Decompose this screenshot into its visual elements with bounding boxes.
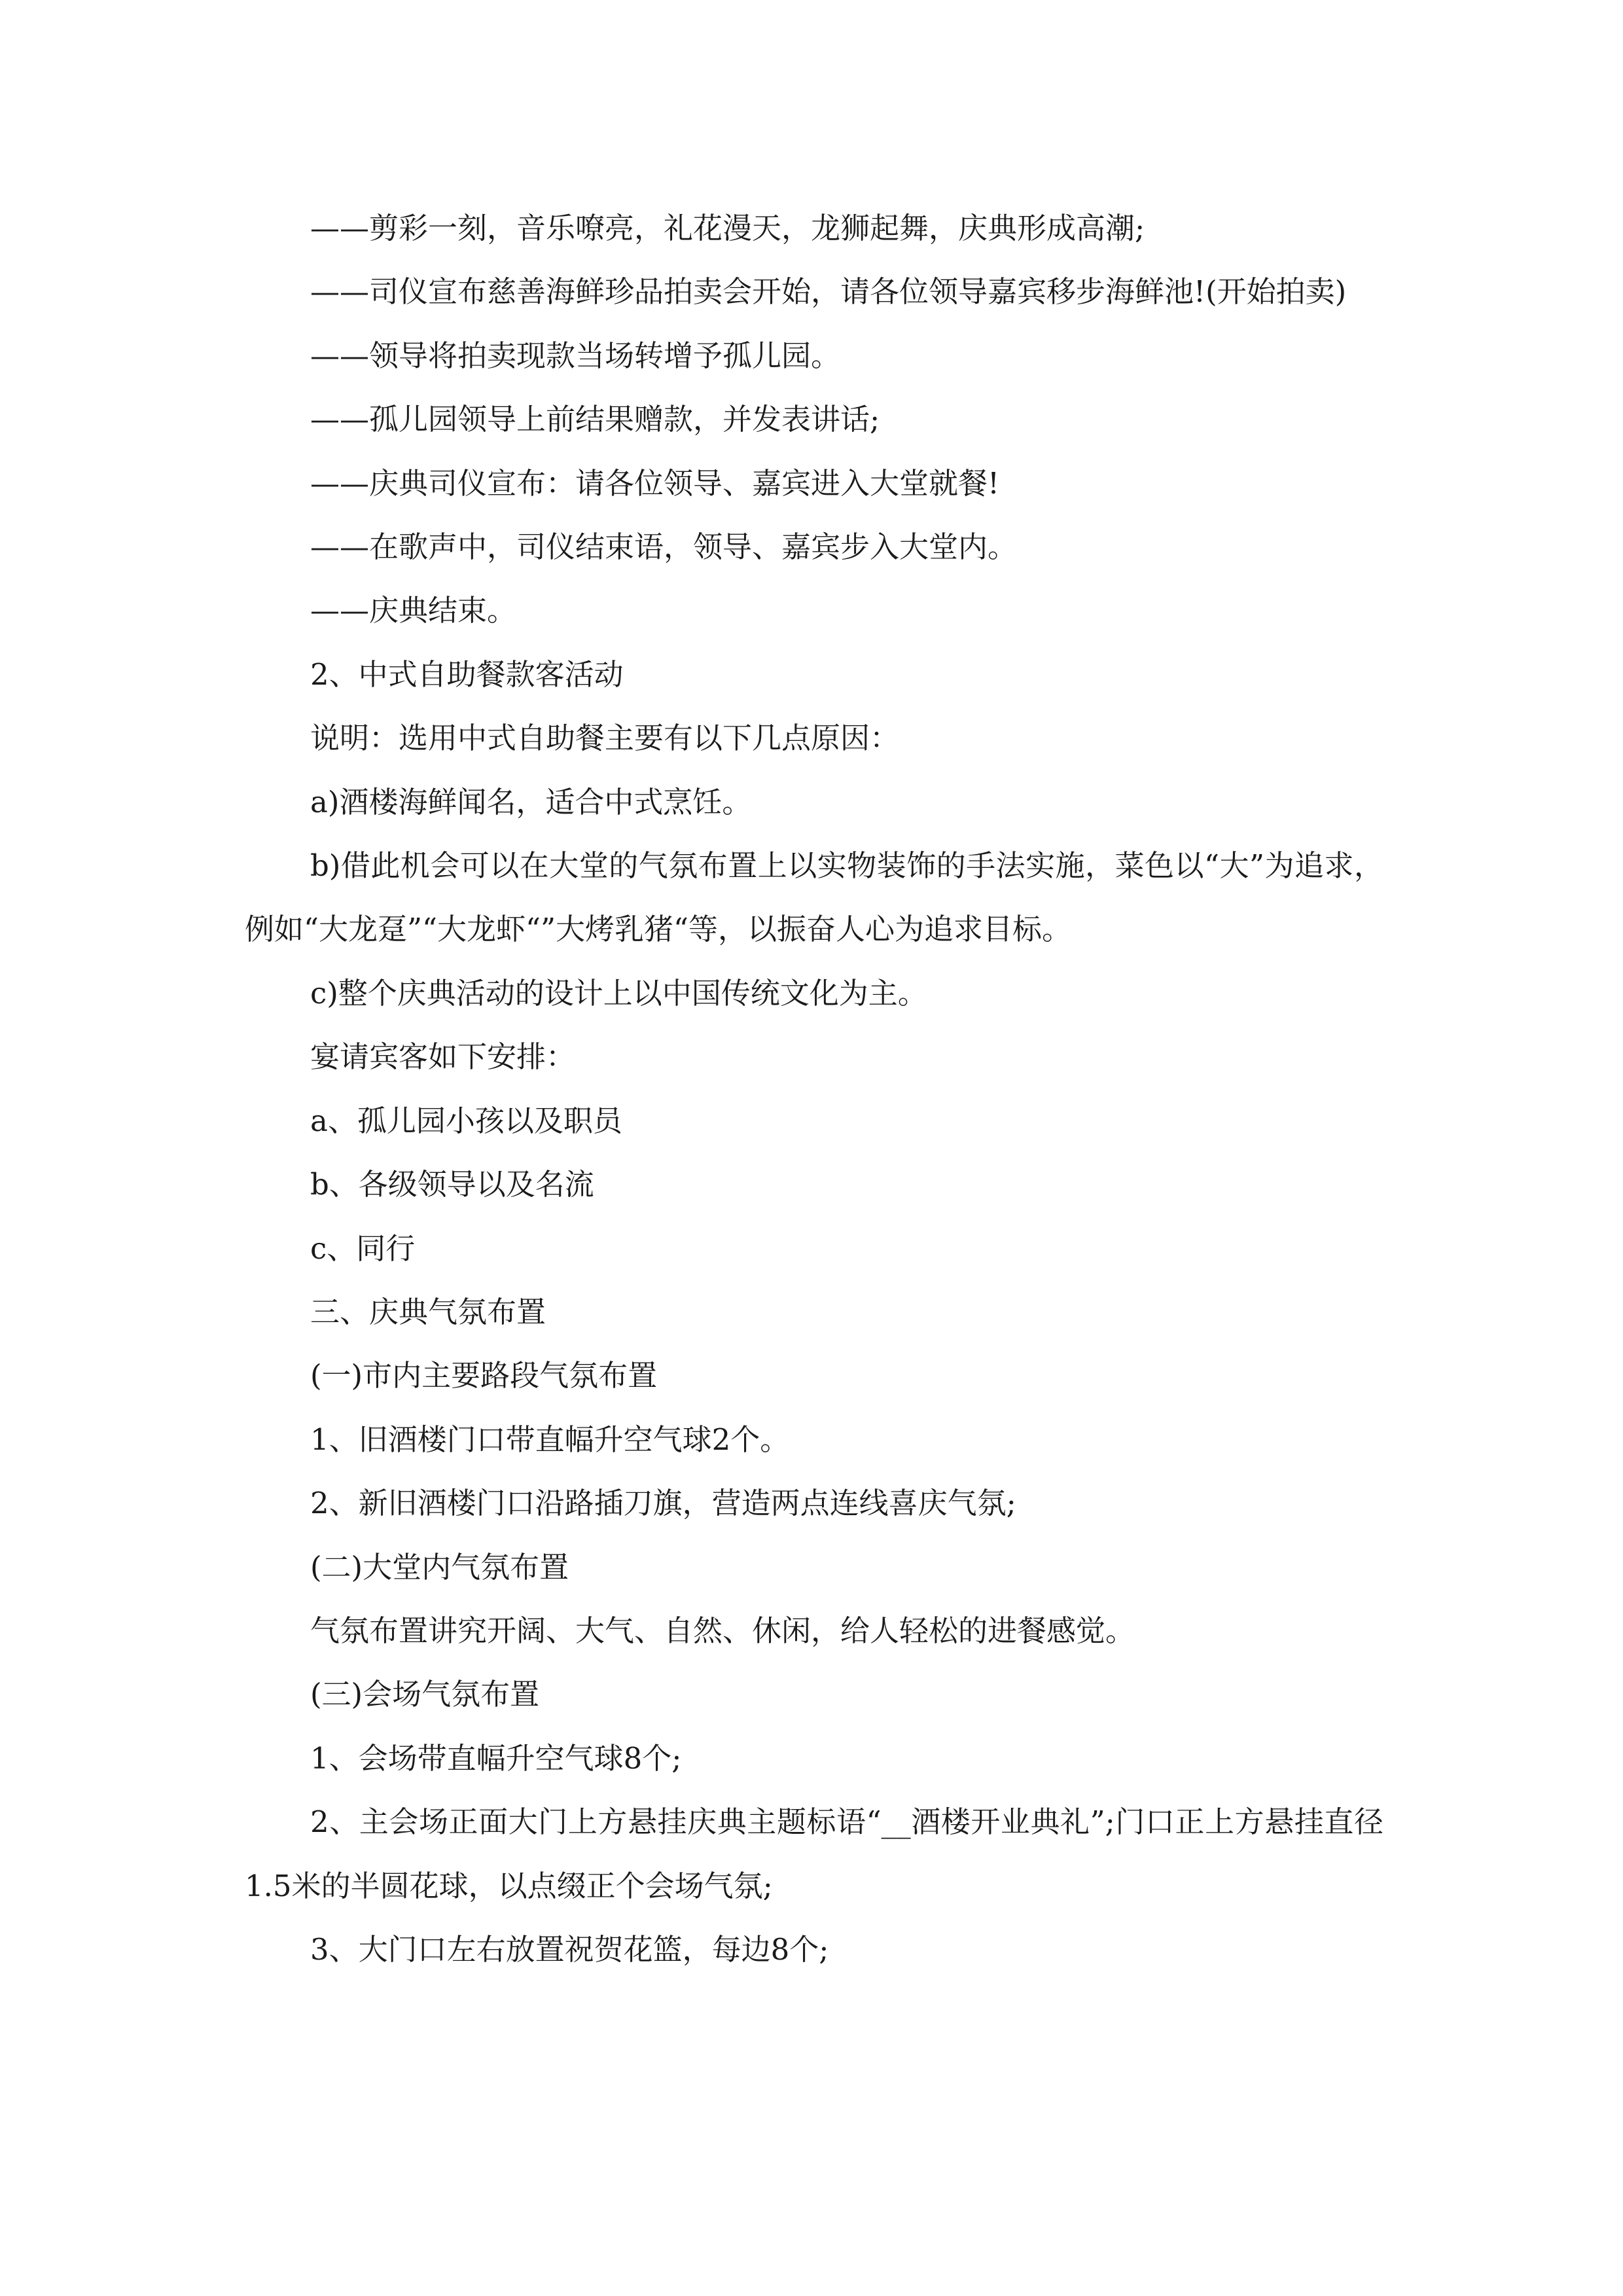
list-item-road-1: 1、旧酒楼门口带直幅升空气球2个。 bbox=[310, 1422, 790, 1457]
list-item-venue-1: 1、会场带直幅升空气球8个; bbox=[310, 1740, 682, 1776]
paragraph-closing-remarks: ——在歌声中，司仪结束语，领导、嘉宾步入大堂内。 bbox=[310, 529, 1018, 565]
paragraph-buffet-reasons: 说明：选用中式自助餐主要有以下几点原因： bbox=[310, 721, 900, 756]
list-item-guest-b: b、各级领导以及名流 bbox=[310, 1167, 594, 1202]
subheading-city-roads: (一)市内主要路段气氛布置 bbox=[310, 1358, 658, 1393]
paragraph-ceremony-end: ——庆典结束。 bbox=[310, 593, 517, 628]
section-heading-atmosphere: 三、庆典气氛布置 bbox=[310, 1294, 546, 1329]
paragraph-ribbon-cutting: ——剪彩一刻，音乐嘹亮，礼花漫天，龙狮起舞，庆典形成高潮; bbox=[310, 211, 1145, 245]
document-body bbox=[245, 196, 1383, 1981]
list-item-guest-a: a、孤儿园小孩以及职员 bbox=[310, 1103, 622, 1138]
list-item-venue-3: 3、大门口左右放置祝贺花篮，每边8个; bbox=[310, 1931, 829, 1967]
subheading-venue: (三)会场气氛布置 bbox=[310, 1677, 540, 1712]
section-heading-buffet: 2、中式自助餐款客活动 bbox=[310, 656, 624, 692]
paragraph-lobby-style: 气氛布置讲究开阔、大气、自然、休闲，给人轻松的进餐感觉。 bbox=[310, 1613, 1135, 1648]
paragraph-orphanage-speech: ——孤儿园领导上前结果赠款，并发表讲话; bbox=[310, 402, 880, 437]
list-item-guest-c: c、同行 bbox=[310, 1230, 416, 1266]
list-item-reason-a: a)酒楼海鲜闻名，适合中式烹饪。 bbox=[310, 784, 752, 819]
subheading-lobby: (二)大堂内气氛布置 bbox=[310, 1549, 569, 1585]
paragraph-auction-start: ——司仪宣布慈善海鲜珍品拍卖会开始，请各位领导嘉宾移步海鲜池!(开始拍卖) bbox=[310, 274, 1347, 310]
list-item-reason-c: c)整个庆典活动的设计上以中国传统文化为主。 bbox=[310, 975, 927, 1011]
paragraph-dining-announcement: ——庆典司仪宣布：请各位领导、嘉宾进入大堂就餐! bbox=[310, 465, 1000, 501]
list-item-road-2: 2、新旧酒楼门口沿路插刀旗，营造两点连线喜庆气氛; bbox=[310, 1486, 1016, 1521]
paragraph-guest-arrangement: 宴请宾客如下安排： bbox=[310, 1039, 576, 1075]
paragraph-donation-transfer: ——领导将拍卖现款当场转增予孤儿园。 bbox=[310, 338, 841, 373]
list-item-reason-b: b)借此机会可以在大堂的气氛布置上以实物装饰的手法实施，菜色以“大”为追求，例如“大龙趸”“大龙虾“”大烤乳猪“等，以振奋人心为追求目标。 bbox=[245, 848, 1383, 947]
list-item-venue-2: 2、主会场正面大门上方悬挂庆典主题标语“__酒楼开业典礼”;门口正上方悬挂直径1.5米的半圆花球，以点缀正个会场气氛; bbox=[245, 1804, 1383, 1903]
